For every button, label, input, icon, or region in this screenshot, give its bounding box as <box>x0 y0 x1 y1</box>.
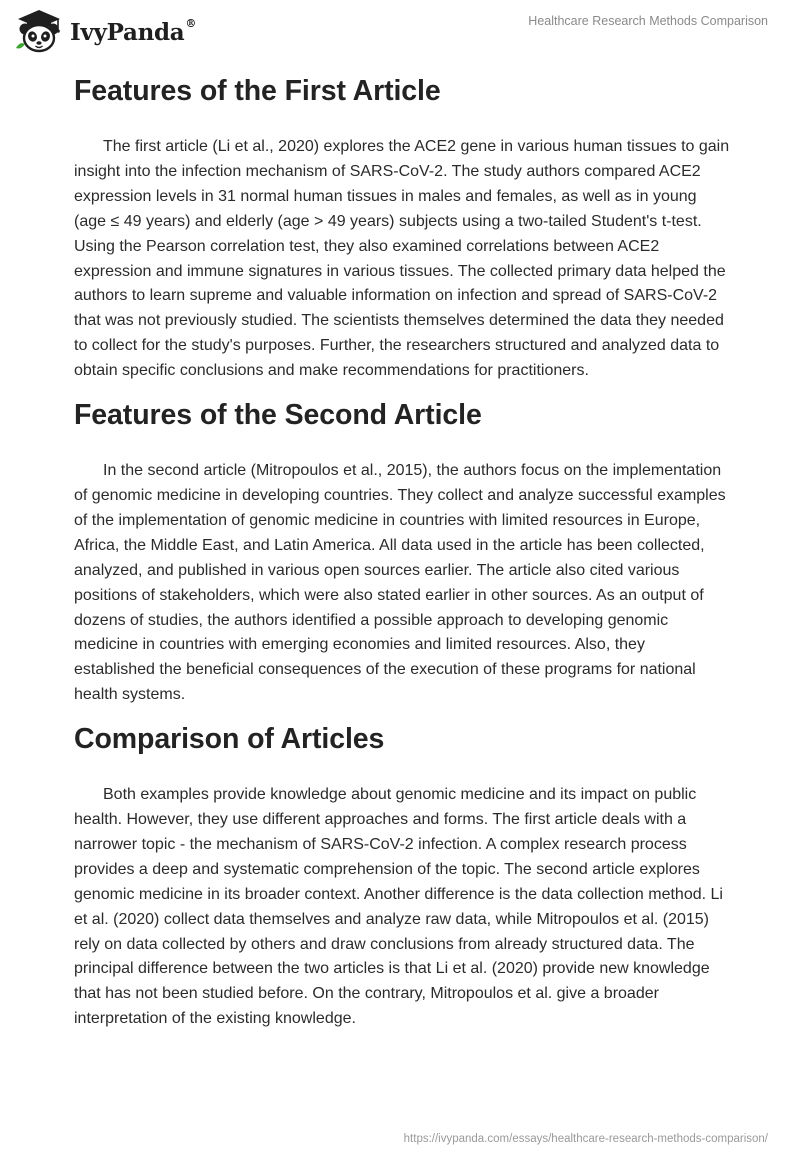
section-heading-second-article: Features of the Second Article <box>74 399 482 432</box>
section-heading-first-article: Features of the First Article <box>74 75 441 107</box>
section-heading-comparison: Comparison of Articles <box>74 723 385 756</box>
registered-mark: ® <box>185 16 197 30</box>
essay-body <box>74 70 730 1032</box>
brand-name: IvyPanda® <box>70 16 197 46</box>
brand-logo[interactable] <box>14 8 196 54</box>
panda-graduate-icon <box>14 8 64 54</box>
page-header <box>0 0 800 60</box>
section-paragraph-comparison: Both examples provide knowledge about genomic medicine and its impact on public health. However, they use different approaches and forms. The first article deals with a narrower topic - the mechanism of SARS-CoV-2 infection. A complex research process provides a deep and systematic comprehension of the topic. The second article explores genomic medicine in its broader context. Another difference is the data collection method. Li et al. (2020) collect data themselves and analyze raw data, while Mitropoulos et al. (2015) rely on data collected by others and draw conclusions from already structured data. The principal difference between the two articles is that Li et al. (2020) provide new knowledge that has not been studied before. On the contrary, Mitropoulos et al. give a broader interpretation of the existing knowledge. <box>74 786 723 1028</box>
section-paragraph-first-article: The first article (Li et al., 2020) explores the ACE2 gene in various human tissues to gain insight into the infection mechanism of SARS-CoV-2. The study authors compared ACE2 expression levels in 31 normal human tissues in males and females, as well as in young (age ≤ 49 years) and elderly (age > 49 years) subjects using a two-tailed Student's t-test. Using the Pearson correlation test, they also examined correlations between ACE2 expression and immune signatures in various tissues. The collected primary data helped the authors to learn supreme and valuable information on infection and spread of SARS-CoV-2 that was not previously studied. The scientists themselves determined the data they needed to collect for the study's purposes. Further, the researchers structured and analyzed data to obtain specific conclusions and make recommendations for practitioners. <box>74 138 730 380</box>
section-paragraph-second-article: In the second article (Mitropoulos et al., 2015), the authors focus on the implementation of genomic medicine in developing countries. They collect and analyze successful examples of the implementation of genomic medicine in countries with limited resources in Europe, Africa, the Middle East, and Latin America. All data used in the article has been collected, analyzed, and published in various open sources earlier. The article also cited various positions of stakeholders, which were also stated earlier in other sources. As an output of dozens of studies, the authors identified a possible approach to developing genomic medicine in countries with emerging economies and limited resources. Also, they established the beneficial consequences of the execution of these programs for national health systems. <box>74 462 726 704</box>
document-title: Healthcare Research Methods Comparison <box>528 14 768 28</box>
source-url-link[interactable]: https://ivypanda.com/essays/healthcare-research-methods-comparison/ <box>403 1133 768 1145</box>
